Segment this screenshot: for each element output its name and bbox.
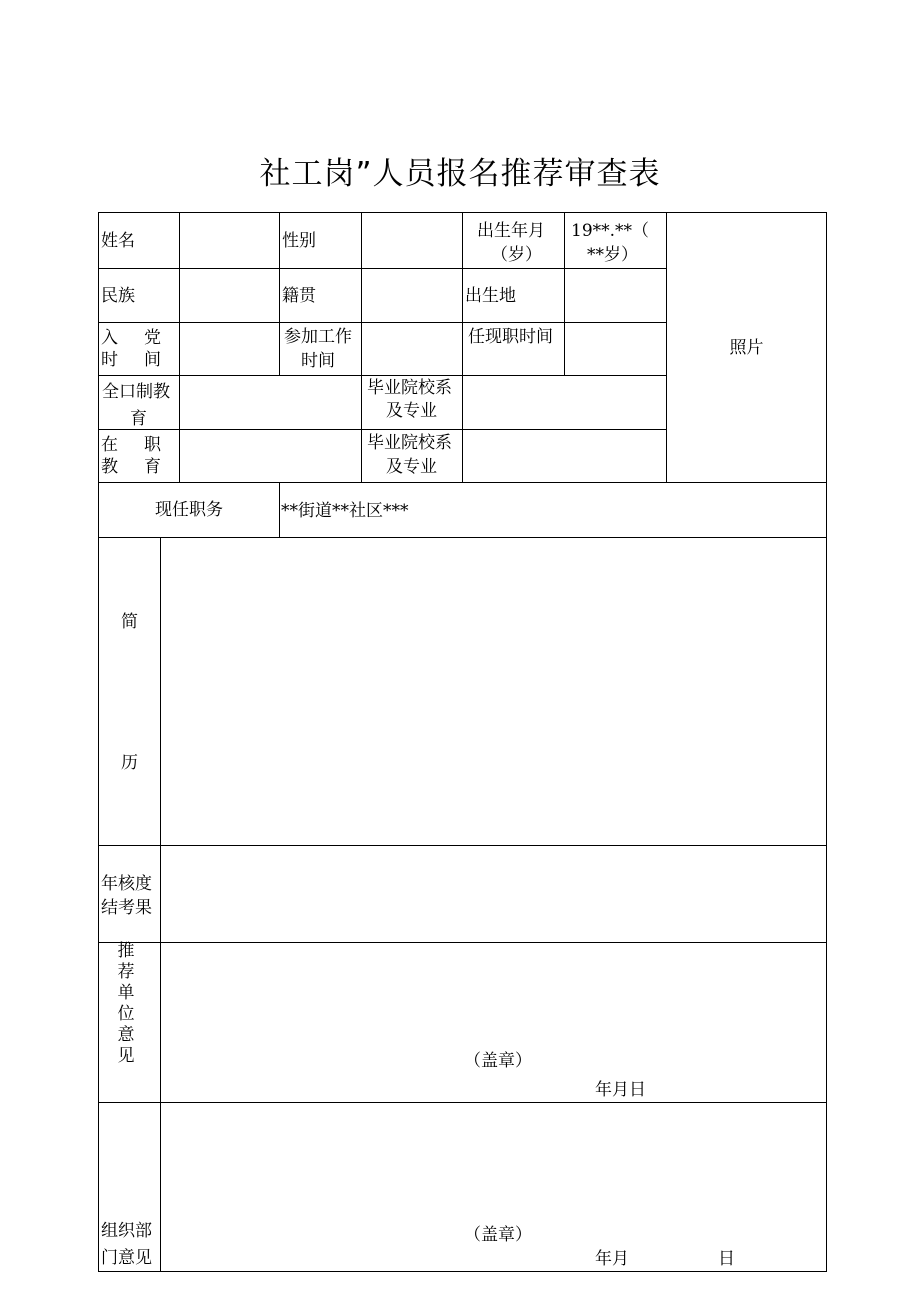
resume-char-2: 历 (121, 753, 138, 773)
recommend-seal: （盖章） (464, 1051, 532, 1071)
inservice-edu-char-1: 在 (101, 435, 118, 455)
recommend-char-3: 单 (117, 983, 135, 1003)
work-start-label-cell (279, 322, 362, 376)
photo-label: 照片 (729, 337, 764, 358)
party-join-char-3: 时 (101, 350, 118, 370)
work-start-label-line1: 参加工作 (284, 327, 352, 347)
organization-opinion-value-cell[interactable] (160, 1102, 827, 1272)
gender-label: 性别 (282, 231, 316, 251)
annual-assessment-label-cell (98, 845, 161, 943)
ethnicity-label-cell (98, 268, 180, 323)
organization-seal: （盖章） (464, 1225, 532, 1245)
recommend-char-2: 荐 (117, 962, 135, 982)
work-start-label-line2: 时间 (301, 351, 335, 371)
recommend-char-4: 位 (117, 1004, 135, 1024)
inservice-school-label-line2: 及专业 (386, 457, 437, 477)
organization-date-day: 日 (718, 1249, 735, 1269)
birth-value-cell[interactable] (564, 212, 667, 269)
fulltime-edu-value-cell[interactable] (179, 375, 362, 430)
resume-char-1: 简 (121, 612, 138, 632)
inservice-edu-char-4: 育 (144, 457, 161, 477)
resume-value-cell[interactable] (160, 537, 827, 846)
current-job-label-cell (98, 482, 280, 538)
native-label-cell (279, 268, 362, 323)
fulltime-edu-label-cell (98, 375, 180, 430)
fulltime-school-value-cell[interactable] (462, 375, 667, 430)
party-join-char-1: 入 (101, 328, 118, 348)
recommend-date: 年月日 (595, 1080, 646, 1100)
name-label: 姓名 (101, 231, 135, 251)
organization-opinion-label-line1: 组织部 (101, 1221, 152, 1241)
organization-date-year-month: 年月 (595, 1249, 629, 1269)
inservice-school-value-cell[interactable] (462, 429, 667, 483)
name-label-cell (98, 212, 180, 269)
annual-assessment-label-line1: 年核度 (101, 874, 152, 894)
organization-opinion-label-cell (98, 1102, 161, 1272)
name-value-cell[interactable] (179, 212, 280, 269)
party-join-char-4: 间 (144, 350, 161, 370)
work-start-value-cell[interactable] (361, 322, 463, 376)
recommend-char-5: 意 (117, 1025, 135, 1045)
current-post-time-value-cell[interactable] (564, 322, 667, 376)
birth-value-line1: 19**.**（ (571, 221, 650, 241)
fulltime-edu-label-line2: 育 (130, 409, 147, 429)
birth-label-cell (462, 212, 565, 269)
recommend-opinion-value-cell[interactable] (160, 942, 827, 1103)
party-join-label-cell (98, 322, 180, 376)
inservice-edu-value-cell[interactable] (179, 429, 362, 483)
party-join-value-cell[interactable] (179, 322, 280, 376)
inservice-school-label-cell (361, 429, 463, 483)
gender-label-cell (279, 212, 362, 269)
party-join-char-2: 党 (144, 328, 161, 348)
fulltime-edu-label-line1: 全口制教 (102, 382, 170, 402)
annual-assessment-value-cell[interactable] (160, 845, 827, 943)
inservice-school-label-line1: 毕业院校系 (367, 433, 452, 453)
ethnicity-label: 民族 (101, 286, 135, 306)
current-job-label: 现任职务 (155, 500, 223, 520)
birth-label-line2: （岁） (491, 245, 542, 265)
photo-cell[interactable] (666, 212, 827, 483)
birthplace-value-cell[interactable] (564, 268, 667, 323)
birth-label-line1: 出生年月 (477, 221, 545, 241)
recommend-char-6: 见 (117, 1046, 135, 1066)
birthplace-label-cell (462, 268, 565, 323)
page-title: 社工岗”人员报名推荐审查表 (259, 156, 661, 192)
birth-value-line2: **岁） (587, 245, 638, 265)
inservice-edu-char-3: 教 (101, 457, 118, 477)
inservice-edu-label-cell (98, 429, 180, 483)
birthplace-label: 出生地 (465, 286, 516, 306)
resume-label-cell (98, 537, 161, 846)
recommend-opinion-label (99, 941, 153, 1067)
native-place-label: 籍贯 (282, 286, 316, 306)
ethnicity-value-cell[interactable] (179, 268, 280, 323)
gender-value-cell[interactable] (361, 212, 463, 269)
organization-opinion-label-line2: 门意见 (101, 1248, 152, 1268)
native-value-cell[interactable] (361, 268, 463, 323)
fulltime-school-label-line1: 毕业院校系 (367, 378, 452, 398)
fulltime-school-label-cell (361, 375, 463, 430)
recommend-opinion-label-cell (98, 942, 161, 1103)
inservice-edu-char-2: 职 (144, 435, 161, 455)
current-post-time-label-cell (462, 322, 565, 376)
current-job-value: **街道**社区*** (281, 501, 409, 521)
recommend-char-1: 推 (117, 941, 135, 961)
current-post-time-label: 任现职时间 (468, 327, 553, 347)
fulltime-school-label-line2: 及专业 (386, 401, 437, 421)
annual-assessment-label-line2: 结考果 (101, 898, 152, 918)
current-job-value-cell[interactable] (279, 482, 827, 538)
